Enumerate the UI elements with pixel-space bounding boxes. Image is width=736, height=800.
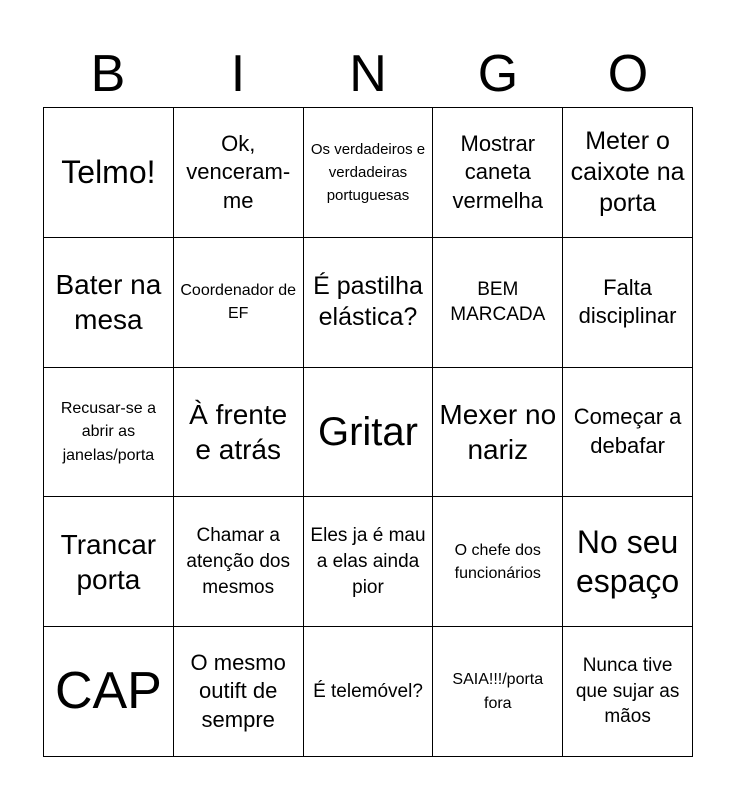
cell-text: Gritar xyxy=(317,409,418,454)
cell-text: À frente e atrás xyxy=(189,398,288,465)
bingo-cell[interactable] xyxy=(563,368,693,498)
bingo-cell[interactable] xyxy=(563,627,693,757)
bingo-cell[interactable] xyxy=(304,238,434,368)
header-letter-o: O xyxy=(607,45,649,103)
cell-text: É telemóvel? xyxy=(313,680,423,702)
bingo-cell[interactable] xyxy=(174,238,304,368)
cell-text: Eles ja é mau a elas ainda pior xyxy=(310,525,426,598)
bingo-card-grid xyxy=(43,107,693,757)
cell-text: Mostrar caneta vermelha xyxy=(452,130,544,213)
bingo-cell[interactable] xyxy=(44,627,174,757)
cell-text: Os verdadeiros e verdadeiras portuguesas xyxy=(310,140,426,205)
cell-text: Telmo! xyxy=(61,154,156,191)
cell-text: É pastilha elástica? xyxy=(313,271,423,332)
bingo-cell[interactable] xyxy=(304,627,434,757)
bingo-cell[interactable] xyxy=(174,368,304,498)
bingo-cell[interactable] xyxy=(433,368,563,498)
bingo-cell[interactable] xyxy=(433,627,563,757)
cell-text: O chefe dos funcionários xyxy=(454,541,541,582)
cell-text: Nunca tive que sujar as mãos xyxy=(575,655,680,728)
bingo-header xyxy=(43,40,693,108)
bingo-cell[interactable] xyxy=(563,108,693,238)
header-letter-n: N xyxy=(349,45,387,103)
bingo-cell[interactable] xyxy=(433,497,563,627)
cell-text: Mexer no nariz xyxy=(439,398,557,465)
cell-text: Bater na mesa xyxy=(55,269,162,336)
cell-text: O mesmo outift de sempre xyxy=(190,649,286,732)
header-letter-b: B xyxy=(90,45,126,103)
bingo-cell[interactable] xyxy=(44,368,174,498)
cell-text: Falta disciplinar xyxy=(578,274,677,329)
header-letter-i: I xyxy=(230,45,246,103)
cell-text: Meter o caixote na porta xyxy=(570,126,685,218)
bingo-cell[interactable] xyxy=(304,368,434,498)
cell-text: SAIA!!!/porta fora xyxy=(452,671,544,712)
bingo-cell[interactable] xyxy=(44,108,174,238)
bingo-cell[interactable] xyxy=(174,497,304,627)
bingo-cell[interactable] xyxy=(174,627,304,757)
cell-text: Coordenador de EF xyxy=(180,282,297,323)
bingo-cell[interactable] xyxy=(304,497,434,627)
cell-text: CAP xyxy=(54,662,162,720)
cell-text: No seu espaço xyxy=(576,524,680,599)
header-letter-g: G xyxy=(477,45,519,103)
cell-text: Ok, venceram-me xyxy=(186,130,291,213)
bingo-cell[interactable] xyxy=(44,497,174,627)
bingo-cell[interactable] xyxy=(563,497,693,627)
cell-text: BEM MARCADA xyxy=(450,278,546,326)
bingo-cell[interactable] xyxy=(433,108,563,238)
bingo-cell[interactable] xyxy=(44,238,174,368)
cell-text: Recusar-se a abrir as janelas/porta xyxy=(60,400,156,464)
cell-text: Trancar porta xyxy=(60,528,157,595)
cell-text: Chamar a atenção dos mesmos xyxy=(186,525,290,598)
bingo-cell[interactable] xyxy=(174,108,304,238)
bingo-cell[interactable] xyxy=(433,238,563,368)
bingo-cell[interactable] xyxy=(563,238,693,368)
bingo-cell[interactable] xyxy=(304,108,434,238)
cell-text: Começar a debafar xyxy=(573,404,682,458)
